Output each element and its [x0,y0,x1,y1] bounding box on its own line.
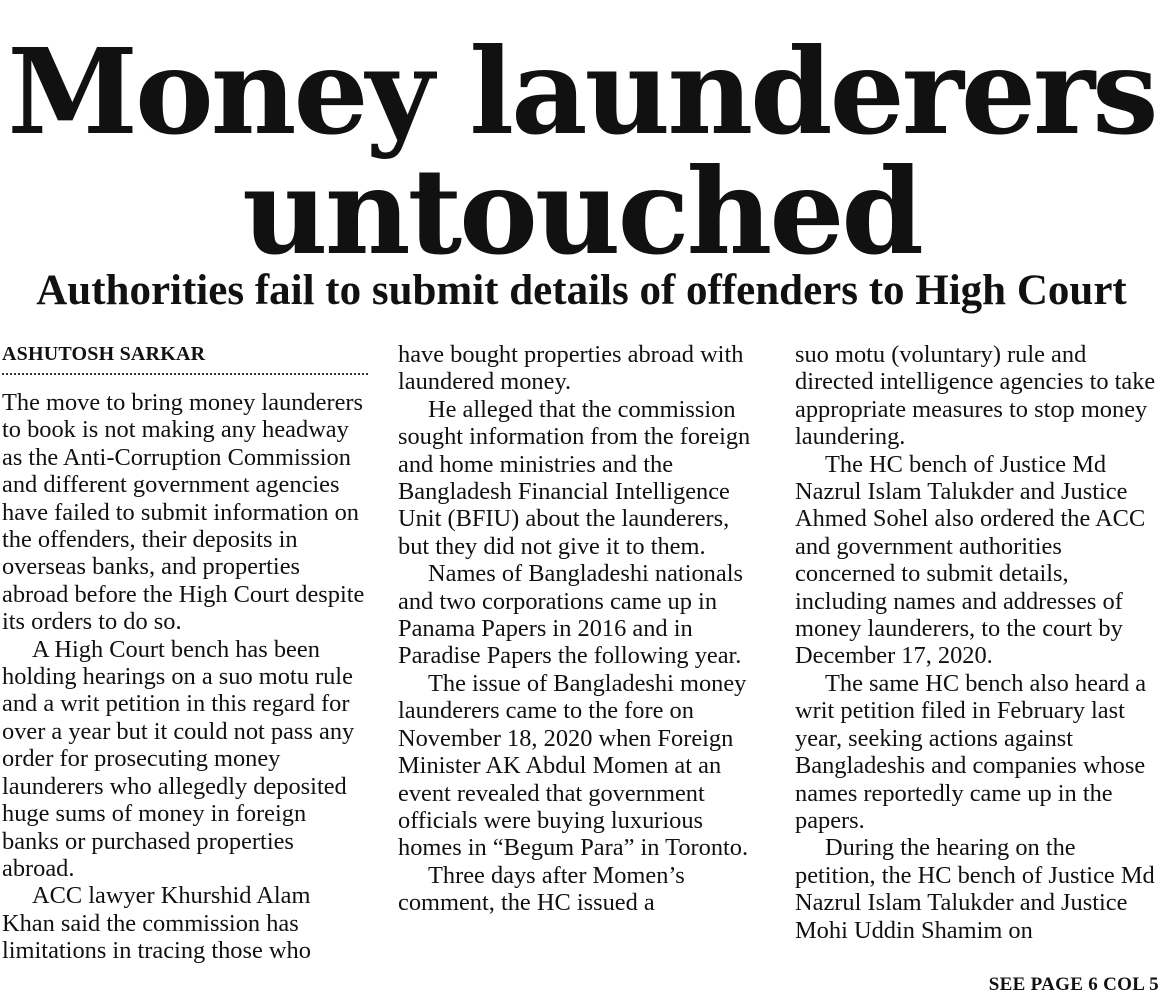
paragraph: During the hearing on the petition, the HC bench of Justice Md Nazrul Islam Talukder and Justice Mohi Uddin Shamim on [795,834,1155,944]
paragraph: The move to bring money launderers to book is not making any headway as the Anti-Corruption Commission and different government agencies have failed to submit information on the offenders, their deposits in overseas banks, and properties abroad before the High Court despite its orders to do so. [2,389,365,636]
paragraph: A High Court bench has been holding hearings on a suo motu rule and a writ petition in this regard for over a year but it could not pass any order for prosecuting money launderers who allegedly deposited huge sums of money in foreign banks or purchased properties abroad. [2,635,355,882]
article-column-1 [2,341,368,965]
paragraph: Three days after Momen’s comment, the HC issued a [398,861,685,917]
paragraph: have bought properties abroad with laundered money. [398,341,744,396]
continuation-jump-link[interactable]: SEE PAGE 6 COL 5 [988,974,1159,995]
paragraph: The HC bench of Justice Md Nazrul Islam Talukder and Justice Ahmed Sohel also ordered the ACC and government authorities concerned to submit details, including names and addresses of money launderers, to the court by December 17, 2020. [795,450,1146,670]
headline-line-2: untouched [242,142,921,281]
subheadline: Authorities fail to submit details of offenders to High Court [36,267,1127,314]
paragraph: ACC lawyer Khurshid Alam Khan said the commission has limitations in tracing those who [2,882,311,965]
article-column-3 [795,341,1161,944]
article-column-2 [398,341,764,917]
paragraph: suo motu (voluntary) rule and directed intelligence agencies to take appropriate measures to stop money laundering. [795,341,1156,451]
paragraph: The issue of Bangladeshi money launderers came to the fore on November 18, 2020 when Foreign Minister AK Abdul Momen at an event revealed that government officials were buying luxurious homes in “Begum Para” in Toronto. [398,669,749,862]
paragraph: He alleged that the commission sought information from the foreign and home ministries and the Bangladesh Financial Intelligence Unit (BFIU) about the launderers, but they did not give it to them. [398,395,751,560]
byline: ASHUTOSH SARKAR [2,343,206,365]
paragraph: The same HC bench also heard a writ petition filed in February last year, seeking actions against Bangladeshis and companies whose names reportedly came up in the papers. [795,669,1147,834]
paragraph: Names of Bangladeshi nationals and two corporations came up in Panama Papers in 2016 and in Paradise Papers the following year. [398,560,743,670]
byline-divider [2,373,368,375]
headline-line-1: Money launderers [7,22,1156,161]
